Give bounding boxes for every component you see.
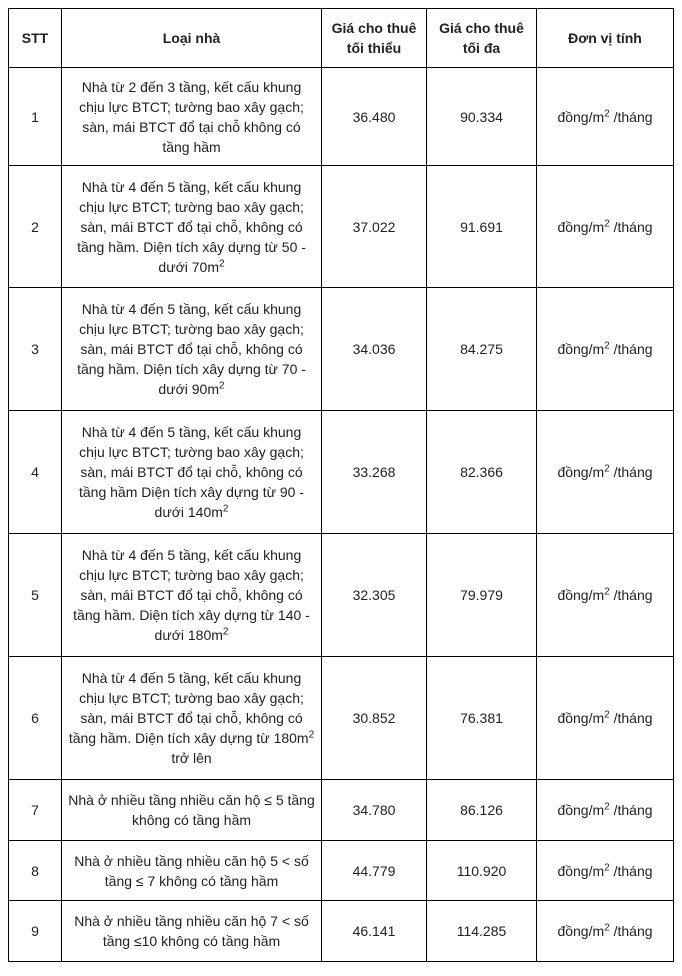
- unit-period: /tháng: [609, 218, 653, 235]
- row-unit: [537, 288, 674, 411]
- row-description: [62, 288, 322, 411]
- table-row: [9, 411, 674, 534]
- row-min-price: 46.141: [322, 901, 427, 962]
- unit-superscript: 2: [604, 217, 610, 229]
- description-superscript: 2: [308, 729, 315, 741]
- description-tail: trở lên: [171, 750, 212, 766]
- row-max-price: 76.381: [427, 657, 537, 780]
- header-stt: STT: [9, 9, 62, 68]
- description-text: Nhà từ 4 đến 5 tầng, kết cấu khung chịu lực BTCT; tường bao xây gạch; sàn, mái BTCT đổ tại chỗ, không có tầng hầm. Diện tích xây dựng từ 70 - dưới 90m: [77, 301, 306, 397]
- unit-text: đồng/m: [557, 923, 605, 939]
- unit-superscript: 2: [604, 586, 610, 598]
- unit-text: đồng/m: [557, 587, 605, 603]
- description-text: Nhà từ 2 đến 3 tầng, kết cấu khung chịu lực BTCT; tường bao xây gạch; sàn, mái BTCT đổ tại chỗ không có tầng hầm: [79, 78, 304, 155]
- unit-superscript: 2: [604, 922, 610, 934]
- row-unit: [537, 411, 674, 534]
- row-min-price: 34.780: [322, 780, 427, 841]
- unit-superscript: 2: [604, 801, 610, 813]
- header-max-price: Giá cho thuê tối đa: [427, 9, 537, 68]
- row-max-price: 79.979: [427, 534, 537, 657]
- row-description: [62, 901, 322, 962]
- description-text: Nhà từ 4 đến 5 tầng, kết cấu khung chịu lực BTCT; tường bao xây gạch; sàn, mái BTCT đổ tại chỗ, không có tầng hầm. Diện tích xây dựng từ 140 - dưới 180m: [73, 547, 310, 643]
- header-row: [9, 9, 674, 68]
- row-stt: 6: [9, 657, 62, 780]
- row-min-price: 36.480: [322, 68, 427, 166]
- unit-period: /tháng: [609, 862, 653, 879]
- row-description: [62, 534, 322, 657]
- row-max-price: 84.275: [427, 288, 537, 411]
- description-superscript: 2: [222, 503, 229, 515]
- unit-text: đồng/m: [557, 862, 605, 879]
- description-text: Nhà ở nhiều tầng nhiều căn hộ 7 < số tầng ≤10 không có tầng hầm: [74, 913, 309, 949]
- row-max-price: 82.366: [427, 411, 537, 534]
- description-text: Nhà từ 4 đến 5 tầng, kết cấu khung chịu lực BTCT; tường bao xây gạch; sàn, mái BTCT đổ tại chỗ, không có tầng hầm. Diện tích xây dựng từ 50 - dưới 70m: [77, 178, 306, 275]
- unit-period: /tháng: [609, 464, 653, 480]
- table-row: [9, 288, 674, 411]
- table-row: [9, 780, 674, 841]
- row-unit: [537, 166, 674, 288]
- unit-text: đồng/m: [557, 710, 605, 726]
- row-unit: [537, 534, 674, 657]
- unit-superscript: 2: [604, 861, 610, 873]
- table-row: [9, 534, 674, 657]
- row-min-price: 44.779: [322, 841, 427, 901]
- row-min-price: 30.852: [322, 657, 427, 780]
- row-stt: 7: [9, 780, 62, 841]
- unit-text: đồng/m: [557, 341, 605, 357]
- unit-text: đồng/m: [557, 464, 605, 480]
- row-stt: 1: [9, 68, 62, 166]
- unit-superscript: 2: [604, 709, 610, 721]
- header-min-price: Giá cho thuê tối thiểu: [322, 9, 427, 68]
- row-stt: 9: [9, 901, 62, 962]
- unit-period: /tháng: [609, 923, 653, 939]
- rent-price-table: [8, 8, 674, 962]
- row-unit: [537, 780, 674, 841]
- row-max-price: 86.126: [427, 780, 537, 841]
- row-max-price: 110.920: [427, 841, 537, 901]
- row-description: [62, 780, 322, 841]
- row-stt: 4: [9, 411, 62, 534]
- row-max-price: 91.691: [427, 166, 537, 288]
- row-description: [62, 68, 322, 166]
- description-text: Nhà từ 4 đến 5 tầng, kết cấu khung chịu lực BTCT; tường bao xây gạch; sàn, mái BTCT đổ tại chỗ, không có tầng hầm Diện tích xây dựng từ 90 - dưới 140m: [79, 424, 304, 520]
- row-min-price: 34.036: [322, 288, 427, 411]
- row-max-price: 90.334: [427, 68, 537, 166]
- row-stt: 2: [9, 166, 62, 288]
- unit-period: /tháng: [609, 341, 653, 357]
- unit-period: /tháng: [609, 802, 653, 818]
- row-min-price: 32.305: [322, 534, 427, 657]
- description-superscript: 2: [219, 380, 225, 392]
- row-unit: [537, 841, 674, 901]
- table-row: [9, 166, 674, 288]
- description-text: Nhà từ 4 đến 5 tầng, kết cấu khung chịu lực BTCT; tường bao xây gạch; sàn, mái BTCT đổ tại chỗ, không có tầng hầm. Diện tích xây dựng từ 180m: [68, 670, 309, 746]
- description-text: Nhà ở nhiều tầng nhiều căn hộ 5 < số tầng ≤ 7 không có tầng hầm: [74, 852, 309, 889]
- header-unit: Đơn vị tính: [537, 9, 674, 68]
- row-unit: [537, 68, 674, 166]
- row-stt: 3: [9, 288, 62, 411]
- table-row: [9, 68, 674, 166]
- row-unit: [537, 901, 674, 962]
- unit-superscript: 2: [604, 107, 610, 119]
- unit-text: đồng/m: [557, 108, 605, 125]
- unit-period: /tháng: [609, 710, 653, 726]
- unit-period: /tháng: [609, 108, 653, 125]
- row-min-price: 33.268: [322, 411, 427, 534]
- row-description: [62, 841, 322, 901]
- unit-text: đồng/m: [557, 218, 605, 235]
- table-row: [9, 657, 674, 780]
- row-description: [62, 657, 322, 780]
- unit-superscript: 2: [604, 463, 610, 475]
- unit-text: đồng/m: [557, 802, 605, 818]
- description-superscript: 2: [219, 257, 225, 269]
- table-row: [9, 841, 674, 901]
- description-text: Nhà ở nhiều tầng nhiều căn hộ ≤ 5 tầng không có tầng hầm: [68, 792, 315, 828]
- header-house-type: Loại nhà: [62, 9, 322, 68]
- row-min-price: 37.022: [322, 166, 427, 288]
- row-stt: 8: [9, 841, 62, 901]
- unit-superscript: 2: [604, 340, 610, 352]
- row-max-price: 114.285: [427, 901, 537, 962]
- description-superscript: 2: [222, 626, 229, 638]
- row-description: [62, 166, 322, 288]
- row-unit: [537, 657, 674, 780]
- row-description: [62, 411, 322, 534]
- unit-period: /tháng: [609, 587, 653, 603]
- table-row: [9, 901, 674, 962]
- row-stt: 5: [9, 534, 62, 657]
